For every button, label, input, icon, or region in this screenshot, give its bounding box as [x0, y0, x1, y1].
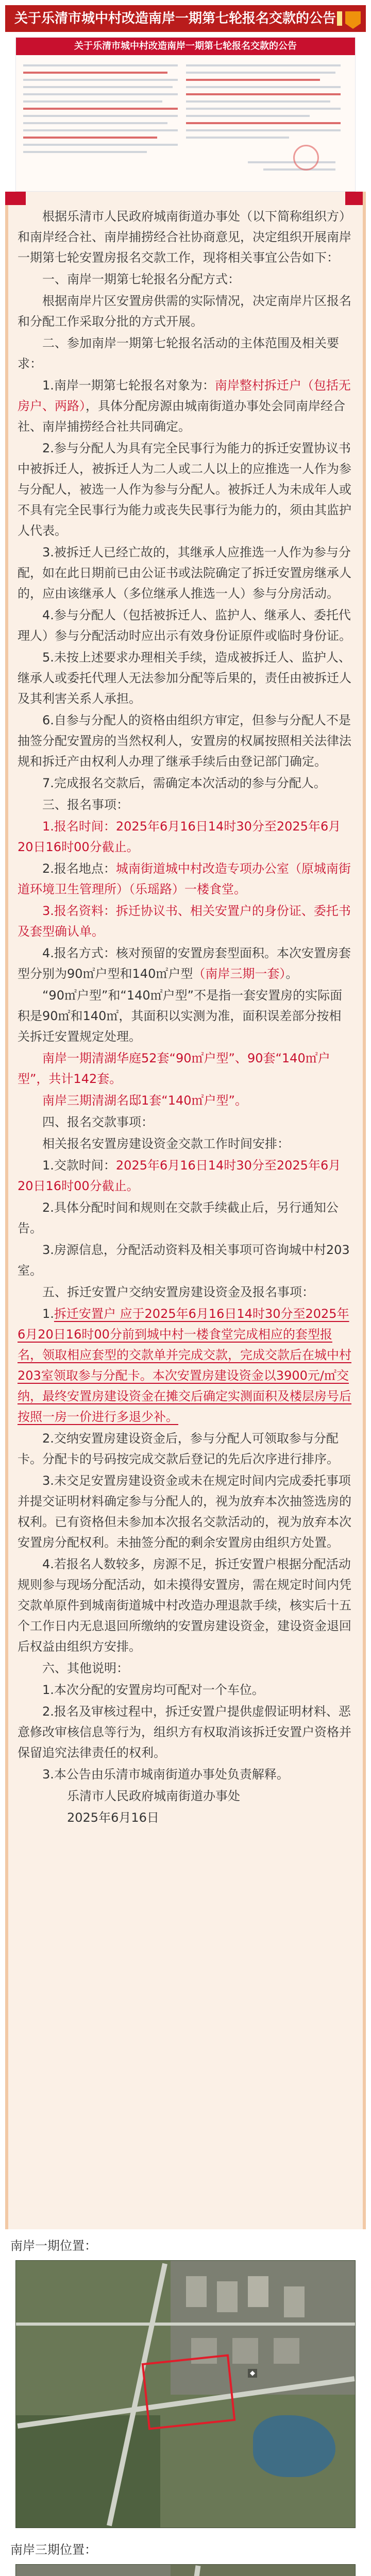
corner-decoration-icon [5, 192, 26, 205]
section-heading: 三、报名事项： [42, 798, 129, 812]
seal-stamp-icon [293, 145, 319, 171]
intro-paragraph: 根据乐清市人民政府城南街道办事处（以下简称组织方）和南岸经合社、南岸捕捞经合社协商意见，决定组织开展南岸一期第七轮安置房报名交款工作，现将相关事宜公告如下： [18, 209, 351, 265]
highlight-paragraph: 南岸三期清湖名邸1套“140㎡户型”。 [42, 1093, 247, 1108]
text: 。 [285, 967, 298, 981]
signature-date: 2025年6月16日 [67, 1810, 159, 1825]
section-heading: 六、其他说明： [42, 1661, 129, 1675]
phase3-satellite-map [15, 2564, 356, 2576]
paragraph: 6.自参与分配人的资格由组织方审定，但参与分配人不是抽签分配安置房的当然权利人，安置房的权属按照相关法律法规和拆迁产由权利人办理了继承手续后由登记部门确定。 [18, 713, 351, 769]
title-banner [5, 5, 366, 32]
highlight-paragraph: 3.报名资料：拆迁协议书、相关安置户的身份证、委托书及套型确认单。 [18, 904, 351, 939]
text: 2.报名地点： [42, 861, 116, 876]
ribbon-icon [345, 11, 361, 29]
text: ，具体分配房源由城南街道办事处会同南岸经合社、南岸捕捞经合社共同确定。 [18, 399, 345, 434]
paragraph: 5.未按上述要求办理相关手续，造成被拆迁人、监护人、继承人或委托代理人无法参加分配等后果的，责任由被拆迁人及其利害关系人承担。 [18, 650, 351, 706]
paragraph: 2.交纳安置房建设资金后，参与分配人可领取参与分配卡。分配卡的号码按完成交款后登记的先后次序进行排序。 [18, 1431, 339, 1466]
signature-org: 乐清市人民政府城南街道办事处 [67, 1789, 240, 1803]
highlight-paragraph: 南岸一期清湖华庭52套“90㎡户型”、90套“140㎡户型”，共计142套。 [18, 1051, 330, 1086]
paragraph: 根据南岸片区安置房供需的实际情况，决定南岸片区报名和分配工作采取分批的方式开展。 [18, 294, 351, 329]
highlight-text: 南岸整村拆迁户（包括无房户、两路） [18, 378, 351, 413]
paragraph: 2.报名及审核过程中，拆迁安置户提供虚假证明材料、恶意修改审核信息等行为，组织方有权取消该拆迁安置户资格并保留追究法律责任的权利。 [18, 1704, 351, 1760]
section-heading: 二、参加南岸一期第七轮报名活动的主体范围及相关要求： [18, 336, 339, 371]
section-heading: 一、南岸一期第七轮报名分配方式： [42, 272, 240, 286]
corner-decoration-icon [345, 192, 366, 205]
underlined-highlight-text: 拆迁安置户 应于2025年6月16日14时30分至2025年6月20日16时00分前到城中村一楼食堂完成相应的套型报名，领取相应套型的交款单并完成交款，完成交款后在城中村203室领取参与分配卡。本次安置房建设资金以3900元/㎡交纳，最终安置房建设资金在摊交后确定实测面积及楼层房号后按照一房一价进行多退少补。 [18, 1307, 351, 1424]
section-heading: 五、拆迁安置户交纳安置房建设资金及报名事项： [42, 1285, 314, 1299]
phase1-map-label: 南岸一期位置： [10, 2239, 97, 2253]
notice-thumbnail [15, 37, 356, 192]
section-heading: 四、报名交款事项： [42, 1115, 154, 1129]
paragraph: 4.参与分配人（包括被拆迁人、监护人、继承人、委托代理人）参与分配活动时应出示有效身份证原件或临时身份证。 [18, 608, 351, 643]
paragraph [18, 1303, 353, 1427]
text: 1.交款时间： [42, 1158, 116, 1173]
paragraph [18, 858, 353, 900]
text: 1. [42, 1307, 54, 1321]
phase1-satellite-map [15, 2260, 356, 2528]
paragraph [18, 943, 353, 984]
paragraph: 7.完成报名交款后，需确定本次活动的参与分配人。 [42, 776, 326, 790]
banner-decoration-icon [337, 11, 342, 26]
paragraph: “90㎡户型”和“140㎡户型”不是指一套安置房的实际面积是90㎡和140㎡，其面积以实测为准，面积误差部分按相关拆迁安置规定处理。 [18, 988, 343, 1044]
thumbnail-title: 关于乐清市城中村改造南岸一期第七轮报名交款的公告 [16, 38, 355, 55]
paragraph: 3.房源信息，分配活动资料及相关事项可咨询城中村203室。 [18, 1243, 350, 1278]
paragraph: 1.本次分配的安置房均可配对一个车位。 [42, 1683, 264, 1697]
highlight-paragraph: 1.报名时间：2025年6月16日14时30分至2025年6月20日16时00分截止。 [18, 819, 341, 854]
text: 1.南岸一期第七轮报名对象为： [42, 378, 215, 393]
map-label-icon: ◆ [248, 2369, 257, 2378]
highlight-text: （南岸三期一套） [193, 967, 286, 981]
paragraph: 2.具体分配时间和规则在交款手续截止后，另行通知公告。 [18, 1200, 339, 1235]
paragraph: 2.参与分配人为具有完全民事行为能力的拆迁安置协议书中被拆迁人，被拆迁人为二人或二人以上的应推选一人作为参与分配人，被选一人作为参与分配人。被拆迁人为未成年人或不具有完全民事行为能力或丧失民事行为能力的，须由其监护人代表。 [18, 441, 351, 538]
paragraph: 3.被拆迁人已经亡故的，其继承人应推选一人作为参与分配，如在此日期前已由公证书或法院确定了拆迁安置房继承人的，应由该继承人（多位继承人推选一人）参与分房活动。 [18, 545, 351, 601]
phase3-map-label: 南岸三期位置： [10, 2543, 97, 2557]
paragraph: 4.若报名人数较多，房源不足，拆迁安置户根据分配活动规则参与现场分配活动，如未摸得安置房，需在规定时间内凭交款单原件到城南街道城中村改造办理退款手续，核实后十五个工作日内无息退回所缴纳的安置房建设资金，建设资金退回后权益由组织方安排。 [18, 1557, 351, 1654]
paragraph [18, 375, 353, 437]
paragraph [18, 1155, 353, 1196]
paragraph: 3.未交足安置房建设资金或未在规定时间内完成委托事项并提交证明材料确定参与分配人的，视为放弃本次抽签选房的权利。已有资格但未参加本次报名交款活动的，视为放弃本次安置房分配权利。未抽签分配的剩余安置房由组织方处置。 [18, 1473, 351, 1550]
highlight-text: 城南街道城中村改造专项办公室（原城南街道环境卫生管理所）（乐瑶路）一楼食堂。 [18, 861, 351, 896]
paragraph: 3.本公告由乐清市城南街道办事处负责解释。 [42, 1767, 289, 1782]
paragraph: 相关报名安置房建设资金交款工作时间安排： [42, 1137, 290, 1151]
banner-title: 关于乐清市城中村改造南岸一期第七轮报名交款的公告 [14, 11, 336, 26]
text: 4.报名方式：核对预留的安置房套型面积。本次安置房套型分别为90㎡户型和140㎡户型 [18, 946, 351, 981]
highlight-text: 2025年6月16日14时30分至2025年6月20日16时00分截止。 [18, 1158, 341, 1193]
notice-article [5, 192, 366, 2229]
